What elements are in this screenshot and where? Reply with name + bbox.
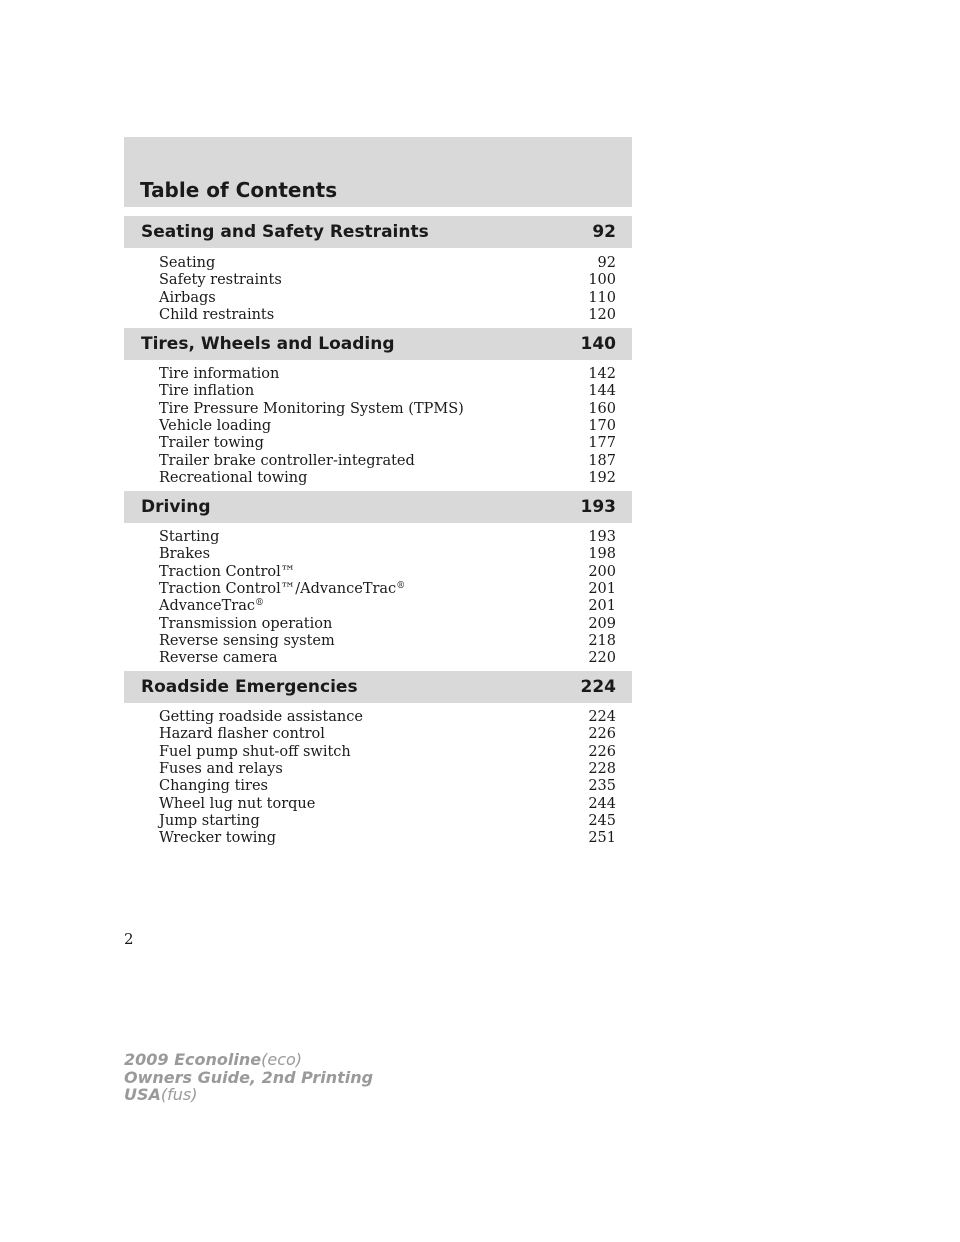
footer-model-code: (eco) [261,1050,303,1069]
section-header-tires[interactable] [124,328,632,360]
toc-entry[interactable] [159,813,616,830]
entry-label [159,581,405,598]
toc-entry[interactable] [159,726,616,743]
section-page: 193 [580,497,616,517]
toc-entry[interactable] [159,650,616,667]
toc-entry[interactable] [159,709,616,726]
entry-page: 218 [588,632,616,649]
toc-entry[interactable] [159,470,616,487]
section-page: 224 [580,677,616,697]
entry-page: 92 [597,255,616,271]
entry-label: Reverse camera [159,650,278,667]
entry-label: Reverse sensing system [159,632,335,649]
toc-entry[interactable] [159,453,616,470]
toc-entry[interactable] [159,366,616,383]
entry-page: 160 [588,400,616,417]
toc-entry[interactable] [159,383,616,400]
registered-mark: ® [255,598,264,609]
entry-page: 244 [588,795,616,812]
entry-label: Trailer brake controller-integrated [159,452,415,469]
section-header-seating[interactable] [124,216,632,248]
toc-entry[interactable] [159,290,616,307]
toc-entry[interactable] [159,796,616,813]
entry-label: Tire Pressure Monitoring System (TPMS) [159,400,464,417]
entry-label: Trailer towing [159,435,264,452]
section-header-driving[interactable] [124,491,632,523]
entry-page: 226 [588,743,616,760]
print-footer [124,1051,373,1104]
entry-label: Traction Control™ [159,563,296,580]
entry-label: Changing tires [159,778,268,795]
entry-page: 192 [588,469,616,486]
entry-page: 245 [588,812,616,829]
entry-page: 224 [588,709,616,725]
section-page: 92 [592,222,616,242]
section-title: Seating and Safety Restraints [141,222,429,242]
entry-label: Brakes [159,546,211,563]
entry-label: Seating [159,255,216,271]
entry-label: Fuel pump shut-off switch [159,743,351,760]
toc-entry[interactable] [159,744,616,761]
entry-page: 201 [588,598,616,615]
entry-page: 100 [588,272,616,289]
entry-page: 198 [588,546,616,563]
entry-page: 209 [588,615,616,632]
entry-label: Getting roadside assistance [159,709,363,725]
toc-entry[interactable] [159,255,616,272]
toc-entry[interactable] [159,830,616,847]
footer-model: 2009 Econoline [124,1050,262,1069]
entry-page: 170 [588,417,616,434]
entry-page: 220 [588,650,616,667]
section-page: 140 [580,334,616,354]
toc-entry[interactable] [159,435,616,452]
toc-entry[interactable] [159,761,616,778]
toc-entry[interactable] [159,564,616,581]
entry-page: 144 [588,383,616,400]
entry-label-text: Traction Control™/AdvanceTrac [159,580,397,597]
toc-header [124,137,632,207]
toc-entry[interactable] [159,581,616,598]
entry-label: Jump starting [159,812,260,829]
entry-page: 201 [588,580,616,597]
entry-page: 200 [588,563,616,580]
toc-entry[interactable] [159,546,616,563]
toc-entry[interactable] [159,778,616,795]
entry-label: Safety restraints [159,272,282,289]
entry-page: 142 [588,366,616,382]
entry-label: Hazard flasher control [159,726,325,743]
entry-page: 228 [588,760,616,777]
entry-label: Child restraints [159,306,275,323]
section-title: Roadside Emergencies [141,677,358,697]
entry-label-text: AdvanceTrac [159,598,255,615]
entry-page: 251 [588,830,616,847]
entry-page: 187 [588,452,616,469]
footer-line-1 [124,1051,373,1069]
section-title: Driving [141,497,211,517]
entry-page: 235 [588,778,616,795]
entry-page: 120 [588,306,616,323]
section-title: Tires, Wheels and Loading [141,334,395,354]
entry-label: Airbags [159,289,216,306]
entry-label: Tire information [159,366,280,382]
entry-page: 226 [588,726,616,743]
entry-label: Tire inflation [159,383,255,400]
footer-line-3 [124,1086,373,1104]
entry-label: Vehicle loading [159,417,272,434]
toc-entry[interactable] [159,529,616,546]
entry-label: Starting [159,529,220,545]
toc-entry[interactable] [159,633,616,650]
footer-market: USA [124,1085,161,1104]
toc-entry[interactable] [159,401,616,418]
toc-entry[interactable] [159,272,616,289]
entry-label: Wrecker towing [159,830,277,847]
entry-page: 177 [588,435,616,452]
page-number: 2 [124,930,134,948]
section-header-roadside[interactable] [124,671,632,703]
toc-entry[interactable] [159,598,616,615]
page-title: Table of Contents [140,178,338,202]
entry-label: Recreational towing [159,469,308,486]
toc-entry[interactable] [159,307,616,324]
toc-entry[interactable] [159,616,616,633]
entry-label: Fuses and relays [159,760,283,777]
entry-page: 193 [588,529,616,545]
footer-market-code: (fus) [160,1085,198,1104]
toc-entry[interactable] [159,418,616,435]
registered-mark: ® [396,580,406,591]
entry-label [159,598,264,615]
entry-label: Wheel lug nut torque [159,795,316,812]
entry-page: 110 [588,289,616,306]
footer-line-2: Owners Guide, 2nd Printing [124,1067,374,1087]
entry-label: Transmission operation [159,615,333,632]
